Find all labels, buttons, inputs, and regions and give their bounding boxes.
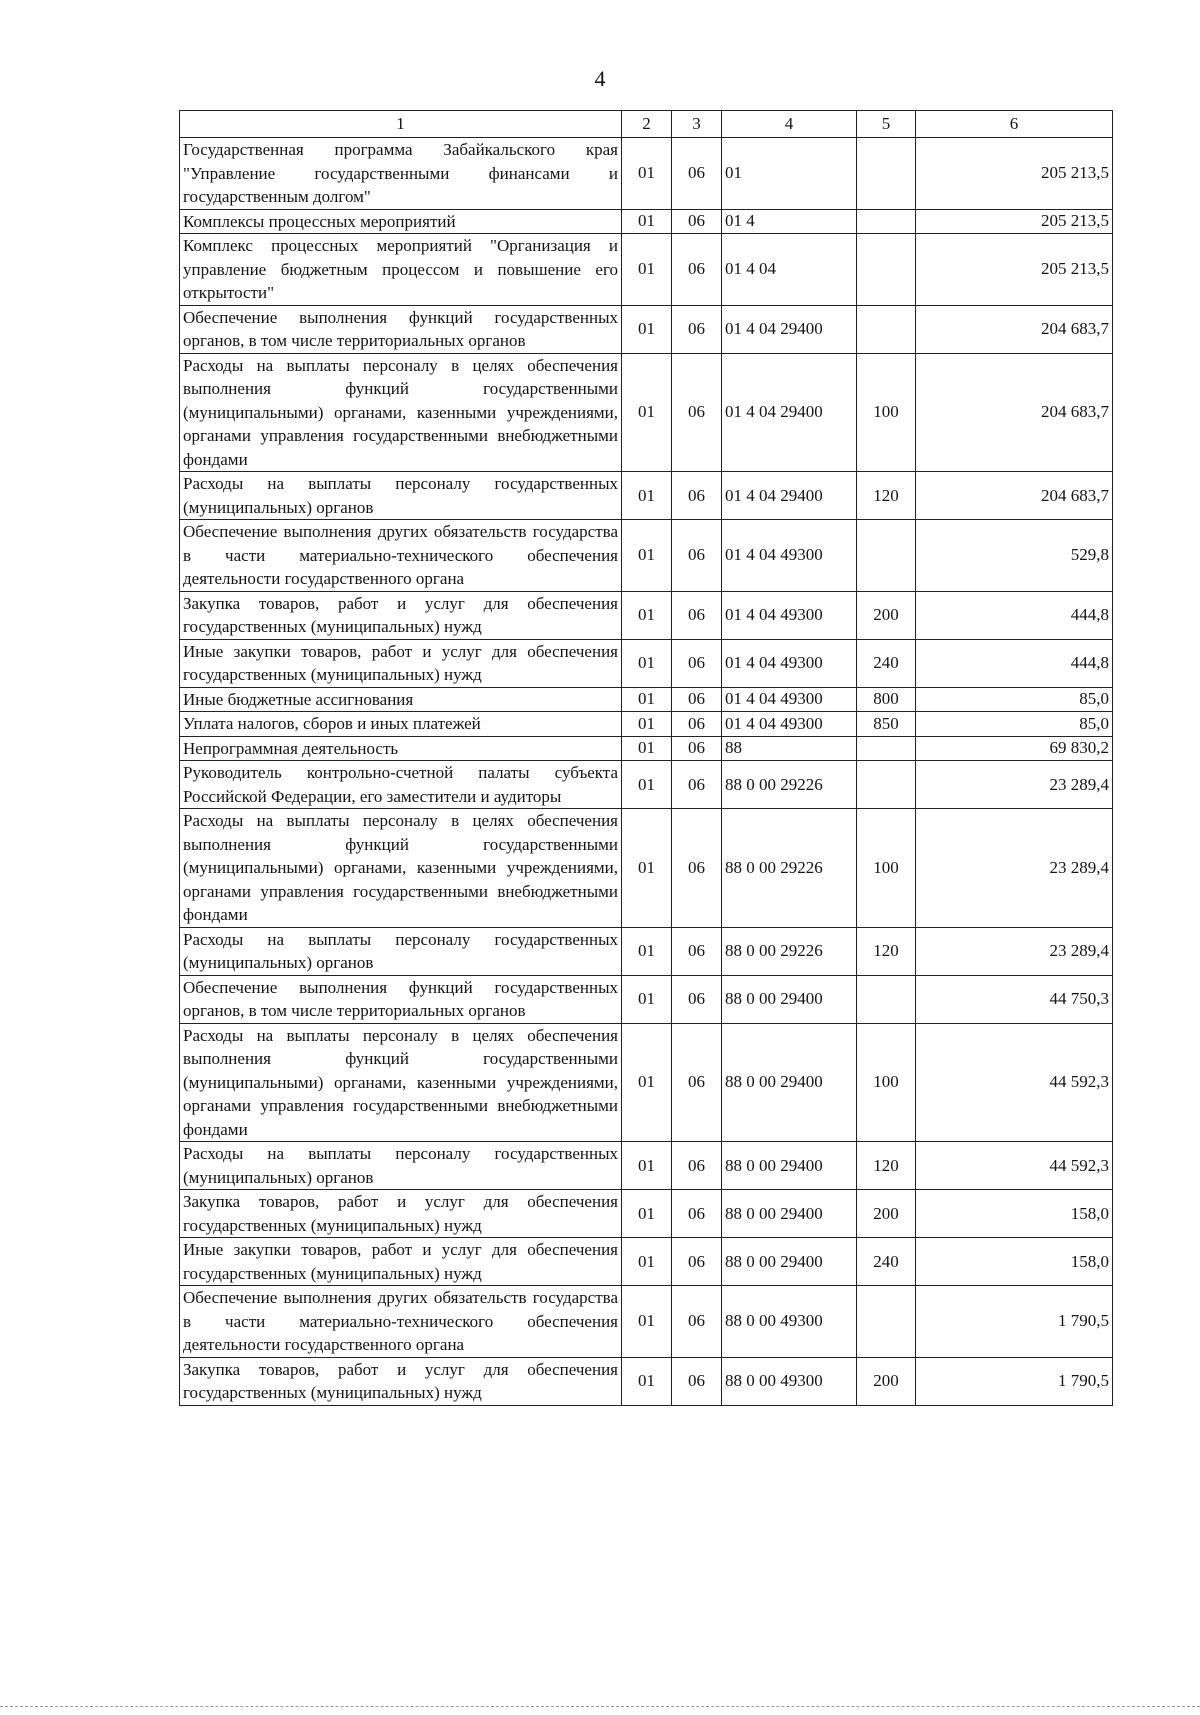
row-code-cell: 88 0 00 29400 bbox=[722, 1023, 857, 1142]
row-subsection-cell: 06 bbox=[672, 761, 722, 809]
row-section-cell: 01 bbox=[622, 687, 672, 712]
row-code-cell: 01 4 04 29400 bbox=[722, 353, 857, 472]
header-col-2: 2 bbox=[622, 111, 672, 138]
row-code-cell: 88 0 00 29226 bbox=[722, 761, 857, 809]
page-number: 4 bbox=[594, 66, 606, 91]
row-type-cell: 100 bbox=[857, 353, 916, 472]
row-subsection-cell: 06 bbox=[672, 736, 722, 761]
row-name-cell: Закупка товаров, работ и услуг для обеспечения государственных (муниципальных) нужд bbox=[180, 591, 622, 639]
row-section-cell: 01 bbox=[622, 736, 672, 761]
row-sum-cell: 23 289,4 bbox=[916, 927, 1113, 975]
table-row bbox=[180, 520, 1113, 592]
row-sum-cell: 23 289,4 bbox=[916, 809, 1113, 928]
row-code-cell: 88 0 00 29400 bbox=[722, 1190, 857, 1238]
row-type-cell bbox=[857, 305, 916, 353]
row-code-cell: 01 4 04 bbox=[722, 234, 857, 306]
row-subsection-cell: 06 bbox=[672, 520, 722, 592]
table-row bbox=[180, 809, 1113, 928]
header-col-4: 4 bbox=[722, 111, 857, 138]
page-edge-line bbox=[0, 1706, 1200, 1707]
row-name-cell: Обеспечение выполнения функций государственных органов, в том числе территориальных органов bbox=[180, 975, 622, 1023]
row-section-cell: 01 bbox=[622, 305, 672, 353]
row-code-cell: 01 4 04 29400 bbox=[722, 305, 857, 353]
row-code-cell: 88 0 00 29400 bbox=[722, 1142, 857, 1190]
table-row bbox=[180, 712, 1113, 737]
row-type-cell bbox=[857, 138, 916, 210]
row-subsection-cell: 06 bbox=[672, 1190, 722, 1238]
row-name-cell: Комплексы процессных мероприятий bbox=[180, 209, 622, 234]
row-subsection-cell: 06 bbox=[672, 1286, 722, 1358]
row-subsection-cell: 06 bbox=[672, 1357, 722, 1405]
row-sum-cell: 44 750,3 bbox=[916, 975, 1113, 1023]
table-row bbox=[180, 975, 1113, 1023]
row-sum-cell: 205 213,5 bbox=[916, 234, 1113, 306]
row-type-cell: 800 bbox=[857, 687, 916, 712]
row-sum-cell: 204 683,7 bbox=[916, 305, 1113, 353]
row-sum-cell: 85,0 bbox=[916, 712, 1113, 737]
row-section-cell: 01 bbox=[622, 591, 672, 639]
row-type-cell: 200 bbox=[857, 1190, 916, 1238]
table-row bbox=[180, 305, 1113, 353]
row-subsection-cell: 06 bbox=[672, 234, 722, 306]
row-section-cell: 01 bbox=[622, 1238, 672, 1286]
row-subsection-cell: 06 bbox=[672, 353, 722, 472]
row-subsection-cell: 06 bbox=[672, 591, 722, 639]
row-name-cell: Расходы на выплаты персоналу государственных (муниципальных) органов bbox=[180, 927, 622, 975]
row-subsection-cell: 06 bbox=[672, 209, 722, 234]
row-type-cell bbox=[857, 234, 916, 306]
row-section-cell: 01 bbox=[622, 975, 672, 1023]
row-type-cell: 120 bbox=[857, 472, 916, 520]
table-row bbox=[180, 138, 1113, 210]
header-col-5: 5 bbox=[857, 111, 916, 138]
row-type-cell bbox=[857, 736, 916, 761]
table-row bbox=[180, 1286, 1113, 1358]
row-type-cell: 120 bbox=[857, 1142, 916, 1190]
table-row bbox=[180, 353, 1113, 472]
row-type-cell bbox=[857, 520, 916, 592]
row-type-cell: 850 bbox=[857, 712, 916, 737]
row-type-cell bbox=[857, 1286, 916, 1358]
header-col-6: 6 bbox=[916, 111, 1113, 138]
row-name-cell: Обеспечение выполнения других обязательств государства в части материально-технического обеспечения деятельности государственного органа bbox=[180, 520, 622, 592]
row-section-cell: 01 bbox=[622, 234, 672, 306]
row-subsection-cell: 06 bbox=[672, 687, 722, 712]
row-name-cell: Иные бюджетные ассигнования bbox=[180, 687, 622, 712]
row-name-cell: Непрограммная деятельность bbox=[180, 736, 622, 761]
row-section-cell: 01 bbox=[622, 138, 672, 210]
table-row bbox=[180, 687, 1113, 712]
table-row bbox=[180, 1357, 1113, 1405]
row-section-cell: 01 bbox=[622, 1357, 672, 1405]
row-code-cell: 88 0 00 29226 bbox=[722, 927, 857, 975]
row-name-cell: Расходы на выплаты персоналу в целях обеспечения выполнения функций государственными (муниципальными) органами, казенными учреждениями, органами управления государственными внебюджетными фондами bbox=[180, 353, 622, 472]
row-name-cell: Расходы на выплаты персоналу государственных (муниципальных) органов bbox=[180, 472, 622, 520]
row-subsection-cell: 06 bbox=[672, 809, 722, 928]
row-name-cell: Расходы на выплаты персоналу в целях обеспечения выполнения функций государственными (муниципальными) органами, казенными учреждениями, органами управления государственными внебюджетными фондами bbox=[180, 809, 622, 928]
row-section-cell: 01 bbox=[622, 353, 672, 472]
row-section-cell: 01 bbox=[622, 761, 672, 809]
row-type-cell: 240 bbox=[857, 1238, 916, 1286]
table-row bbox=[180, 472, 1113, 520]
row-subsection-cell: 06 bbox=[672, 1023, 722, 1142]
row-name-cell: Обеспечение выполнения других обязательств государства в части материально-технического обеспечения деятельности государственного органа bbox=[180, 1286, 622, 1358]
row-subsection-cell: 06 bbox=[672, 1238, 722, 1286]
table-row bbox=[180, 209, 1113, 234]
row-section-cell: 01 bbox=[622, 1142, 672, 1190]
row-subsection-cell: 06 bbox=[672, 712, 722, 737]
row-type-cell: 120 bbox=[857, 927, 916, 975]
row-subsection-cell: 06 bbox=[672, 138, 722, 210]
row-type-cell bbox=[857, 761, 916, 809]
row-sum-cell: 85,0 bbox=[916, 687, 1113, 712]
row-sum-cell: 1 790,5 bbox=[916, 1286, 1113, 1358]
table-row bbox=[180, 927, 1113, 975]
row-section-cell: 01 bbox=[622, 809, 672, 928]
row-type-cell: 100 bbox=[857, 1023, 916, 1142]
table-row bbox=[180, 639, 1113, 687]
row-section-cell: 01 bbox=[622, 1023, 672, 1142]
row-type-cell: 240 bbox=[857, 639, 916, 687]
row-subsection-cell: 06 bbox=[672, 639, 722, 687]
row-type-cell: 100 bbox=[857, 809, 916, 928]
row-section-cell: 01 bbox=[622, 472, 672, 520]
row-section-cell: 01 bbox=[622, 209, 672, 234]
row-sum-cell: 44 592,3 bbox=[916, 1142, 1113, 1190]
row-sum-cell: 444,8 bbox=[916, 639, 1113, 687]
table-header-row bbox=[180, 111, 1113, 138]
table-row bbox=[180, 234, 1113, 306]
table-row bbox=[180, 1142, 1113, 1190]
row-name-cell: Руководитель контрольно-счетной палаты субъекта Российской Федерации, его заместители и аудиторы bbox=[180, 761, 622, 809]
row-code-cell: 01 4 04 49300 bbox=[722, 639, 857, 687]
row-type-cell: 200 bbox=[857, 591, 916, 639]
budget-table bbox=[179, 110, 1113, 1406]
row-sum-cell: 204 683,7 bbox=[916, 472, 1113, 520]
row-subsection-cell: 06 bbox=[672, 975, 722, 1023]
row-sum-cell: 158,0 bbox=[916, 1238, 1113, 1286]
row-sum-cell: 158,0 bbox=[916, 1190, 1113, 1238]
table-row bbox=[180, 1190, 1113, 1238]
row-name-cell: Расходы на выплаты персоналу государственных (муниципальных) органов bbox=[180, 1142, 622, 1190]
row-code-cell: 01 4 04 49300 bbox=[722, 687, 857, 712]
row-section-cell: 01 bbox=[622, 712, 672, 737]
row-sum-cell: 69 830,2 bbox=[916, 736, 1113, 761]
row-name-cell: Закупка товаров, работ и услуг для обеспечения государственных (муниципальных) нужд bbox=[180, 1190, 622, 1238]
row-name-cell: Государственная программа Забайкальского края "Управление государственными финансами и государственным долгом" bbox=[180, 138, 622, 210]
row-sum-cell: 1 790,5 bbox=[916, 1357, 1113, 1405]
row-name-cell: Комплекс процессных мероприятий "Организация и управление бюджетным процессом и повышение его открытости" bbox=[180, 234, 622, 306]
row-name-cell: Иные закупки товаров, работ и услуг для обеспечения государственных (муниципальных) нужд bbox=[180, 1238, 622, 1286]
row-code-cell: 88 0 00 29400 bbox=[722, 975, 857, 1023]
row-subsection-cell: 06 bbox=[672, 1142, 722, 1190]
row-subsection-cell: 06 bbox=[672, 927, 722, 975]
row-sum-cell: 444,8 bbox=[916, 591, 1113, 639]
row-sum-cell: 205 213,5 bbox=[916, 138, 1113, 210]
row-subsection-cell: 06 bbox=[672, 305, 722, 353]
row-sum-cell: 44 592,3 bbox=[916, 1023, 1113, 1142]
row-name-cell: Иные закупки товаров, работ и услуг для обеспечения государственных (муниципальных) нужд bbox=[180, 639, 622, 687]
row-code-cell: 01 bbox=[722, 138, 857, 210]
row-code-cell: 01 4 bbox=[722, 209, 857, 234]
row-type-cell: 200 bbox=[857, 1357, 916, 1405]
table-row bbox=[180, 736, 1113, 761]
row-type-cell bbox=[857, 975, 916, 1023]
row-section-cell: 01 bbox=[622, 927, 672, 975]
table-body bbox=[180, 138, 1113, 1406]
row-code-cell: 01 4 04 29400 bbox=[722, 472, 857, 520]
header-col-1: 1 bbox=[180, 111, 622, 138]
row-code-cell: 01 4 04 49300 bbox=[722, 520, 857, 592]
row-sum-cell: 529,8 bbox=[916, 520, 1113, 592]
row-code-cell: 88 0 00 29226 bbox=[722, 809, 857, 928]
row-name-cell: Обеспечение выполнения функций государственных органов, в том числе территориальных органов bbox=[180, 305, 622, 353]
row-code-cell: 88 0 00 49300 bbox=[722, 1357, 857, 1405]
row-section-cell: 01 bbox=[622, 639, 672, 687]
row-code-cell: 88 0 00 29400 bbox=[722, 1238, 857, 1286]
row-subsection-cell: 06 bbox=[672, 472, 722, 520]
table-row bbox=[180, 1238, 1113, 1286]
row-sum-cell: 23 289,4 bbox=[916, 761, 1113, 809]
table-row bbox=[180, 761, 1113, 809]
row-code-cell: 01 4 04 49300 bbox=[722, 712, 857, 737]
table-row bbox=[180, 1023, 1113, 1142]
row-type-cell bbox=[857, 209, 916, 234]
row-sum-cell: 205 213,5 bbox=[916, 209, 1113, 234]
header-col-3: 3 bbox=[672, 111, 722, 138]
row-name-cell: Расходы на выплаты персоналу в целях обеспечения выполнения функций государственными (муниципальными) органами, казенными учреждениями, органами управления государственными внебюджетными фондами bbox=[180, 1023, 622, 1142]
row-code-cell: 88 bbox=[722, 736, 857, 761]
row-sum-cell: 204 683,7 bbox=[916, 353, 1113, 472]
row-code-cell: 01 4 04 49300 bbox=[722, 591, 857, 639]
row-name-cell: Уплата налогов, сборов и иных платежей bbox=[180, 712, 622, 737]
row-section-cell: 01 bbox=[622, 1190, 672, 1238]
row-section-cell: 01 bbox=[622, 1286, 672, 1358]
row-section-cell: 01 bbox=[622, 520, 672, 592]
row-name-cell: Закупка товаров, работ и услуг для обеспечения государственных (муниципальных) нужд bbox=[180, 1357, 622, 1405]
row-code-cell: 88 0 00 49300 bbox=[722, 1286, 857, 1358]
table-row bbox=[180, 591, 1113, 639]
